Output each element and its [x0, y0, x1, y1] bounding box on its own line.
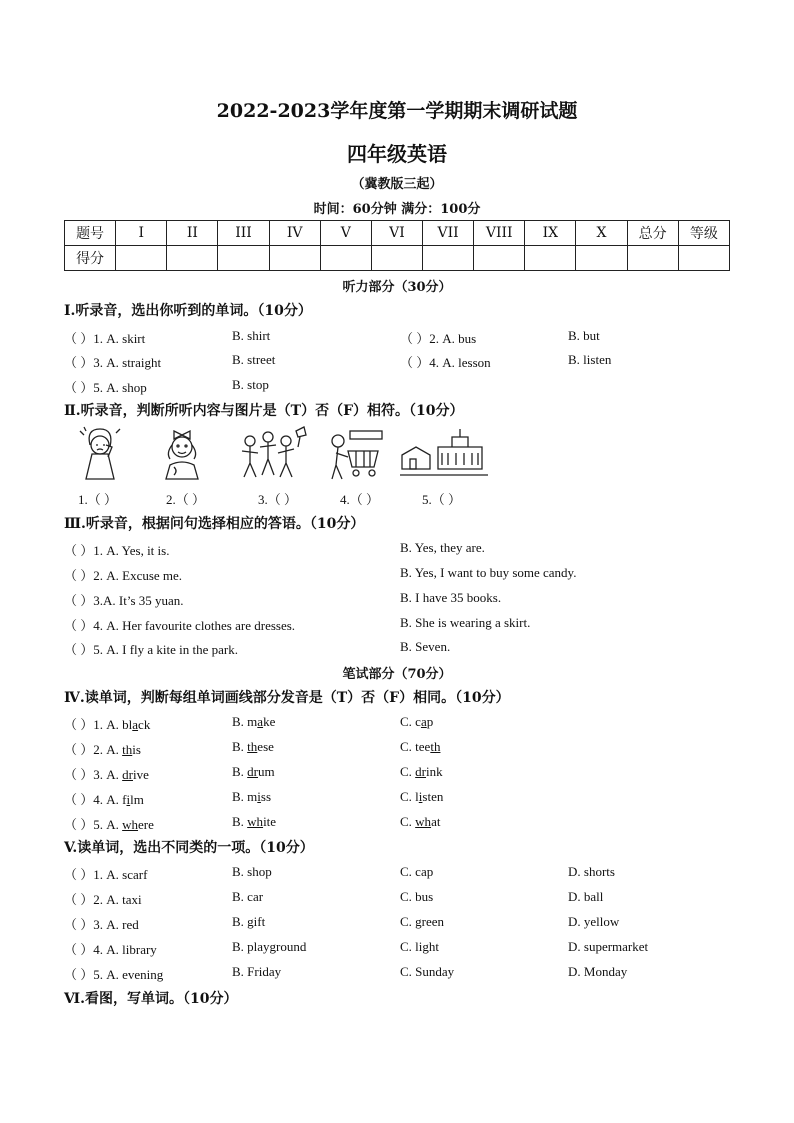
s2-answer-2[interactable]: 2.（ ）	[166, 492, 206, 507]
s4-underlined-part: wh	[415, 814, 432, 829]
s1-q4-b[interactable]: B. listen	[568, 352, 612, 367]
score-cell: 总分	[627, 221, 678, 246]
s4-prefix: （ ）3. A.	[64, 767, 123, 782]
s4-underlined-part: th	[247, 739, 258, 754]
s4-q5-a	[64, 814, 154, 833]
s4-word-part: C. tee	[400, 739, 431, 754]
s5-q1-d[interactable]: D. shorts	[568, 864, 615, 879]
s4-q2-c	[400, 739, 440, 755]
s4-q1-a	[64, 714, 150, 733]
s4-word-part: B.	[232, 739, 248, 754]
s4-word-part: ck	[138, 717, 151, 732]
score-cell: 等级	[678, 221, 729, 246]
score-cell: II	[167, 221, 218, 246]
s4-prefix: （ ）5. A.	[64, 817, 123, 832]
s4-q5-c	[400, 814, 440, 830]
score-input-cell[interactable]	[269, 246, 320, 271]
s4-word-part: p	[426, 714, 434, 729]
score-cell: VIII	[474, 221, 525, 246]
s3-q5-b[interactable]: B. Seven.	[400, 639, 451, 654]
s3-q2-a[interactable]: （ ）2. A. Excuse me.	[64, 568, 183, 583]
s1-q4-a[interactable]: （ ）4. A. lesson	[400, 355, 491, 370]
s4-q5-b	[232, 814, 276, 830]
s4-q1-b	[232, 714, 275, 730]
score-input-cell[interactable]	[167, 246, 218, 271]
s4-underlined-part: wh	[122, 817, 139, 832]
s4-word-part: ite	[263, 814, 277, 829]
score-row-label: 得分	[65, 246, 116, 271]
s5-q1-b[interactable]: B. shop	[232, 864, 272, 879]
shopping-cart-picture	[326, 425, 388, 481]
s4-word-part: ere	[138, 817, 154, 832]
exam-subtitle: 四年级英语	[347, 142, 447, 166]
s4-q4-c	[400, 789, 443, 805]
s1-q1-b[interactable]: B. shirt	[232, 328, 271, 343]
s5-q5-d[interactable]: D. Monday	[568, 964, 628, 979]
s4-word-part: at	[431, 814, 441, 829]
s1-q1-a[interactable]: （ ）1. A. skirt	[64, 331, 146, 346]
s1-q3-a[interactable]: （ ）3. A. straight	[64, 355, 162, 370]
score-input-cell[interactable]	[678, 246, 729, 271]
score-cell: X	[576, 221, 627, 246]
s4-prefix: （ ）1. A.	[64, 717, 123, 732]
s5-q4-b[interactable]: B. playground	[232, 939, 307, 954]
s5-q4-c[interactable]: C. light	[400, 939, 440, 954]
score-table-header-row	[65, 221, 730, 246]
score-cell: VII	[422, 221, 473, 246]
score-cell: I	[116, 221, 167, 246]
s2-answer-4[interactable]: 4.（ ）	[340, 492, 380, 507]
s5-q3-d[interactable]: D. yellow	[568, 914, 620, 929]
s4-word-part: ive	[132, 767, 149, 782]
s5-q2-a[interactable]: （ ）2. A. taxi	[64, 892, 142, 907]
s3-q2-b[interactable]: B. Yes, I want to buy some candy.	[400, 565, 577, 580]
s5-q5-c[interactable]: C. Sunday	[400, 964, 455, 979]
s1-q2-a[interactable]: （ ）2. A. bus	[400, 331, 477, 346]
listening-part-heading: 听力部分（30分）	[342, 280, 452, 295]
buildings-picture	[400, 425, 488, 481]
s4-prefix: （ ）2. A.	[64, 742, 123, 757]
s2-answer-1[interactable]: 1.（ ）	[78, 492, 118, 507]
s4-underlined-part: dr	[122, 767, 133, 782]
s4-underlined-part: dr	[247, 764, 259, 779]
s5-q3-a[interactable]: （ ）3. A. red	[64, 917, 139, 932]
s3-q4-b[interactable]: B. She is wearing a skirt.	[400, 615, 531, 630]
s4-word-part: C.	[400, 814, 416, 829]
s1-q3-b[interactable]: B. street	[232, 352, 276, 367]
score-input-cell[interactable]	[576, 246, 627, 271]
s4-underlined-part: wh	[247, 814, 264, 829]
s4-q3-b	[232, 764, 275, 780]
s4-q3-a	[64, 764, 149, 783]
score-input-cell[interactable]	[627, 246, 678, 271]
score-input-cell[interactable]	[320, 246, 371, 271]
section-3-heading: Ⅲ.听录音，根据问句选择相应的答语。（10分）	[64, 516, 365, 532]
s4-word-part: ke	[263, 714, 276, 729]
score-cell: IX	[525, 221, 576, 246]
s5-q5-a[interactable]: （ ）5. A. evening	[64, 967, 164, 982]
s5-q3-c[interactable]: C. green	[400, 914, 445, 929]
score-cell: IV	[269, 221, 320, 246]
score-cell: VI	[371, 221, 422, 246]
score-cell: V	[320, 221, 371, 246]
s4-prefix: （ ）4. A.	[64, 792, 123, 807]
s4-underlined-part: a	[257, 714, 264, 729]
girl-bow-picture	[156, 425, 208, 481]
s4-q2-b	[232, 739, 274, 755]
s4-word-part: um	[258, 764, 275, 779]
s5-q2-c[interactable]: C. bus	[400, 889, 434, 904]
s3-q1-b[interactable]: B. Yes, they are.	[400, 540, 485, 555]
s1-q2-b[interactable]: B. but	[568, 328, 600, 343]
s5-q4-a[interactable]: （ ）4. A. library	[64, 942, 157, 957]
score-input-cell[interactable]	[474, 246, 525, 271]
section-2-heading: Ⅱ.听录音，判断所听内容与图片是（T）否（F）相符。（10分）	[64, 403, 464, 419]
s4-q4-b	[232, 789, 271, 805]
s1-q5-b[interactable]: B. stop	[232, 377, 269, 392]
section-1-heading: Ⅰ.听录音，选出你听到的单词。（10分）	[64, 303, 312, 319]
s5-q5-b[interactable]: B. Friday	[232, 964, 282, 979]
s5-q2-d[interactable]: D. ball	[568, 889, 604, 904]
time-info: 时间：60分钟 满分：100分	[313, 202, 481, 217]
score-input-cell[interactable]	[116, 246, 167, 271]
exam-title: 2022-2023学年度第一学期期末调研试题	[216, 100, 578, 122]
s4-word-part: lm	[130, 792, 144, 807]
s4-word-part: ink	[426, 764, 443, 779]
s3-q4-a[interactable]: （ ）4. A. Her favourite clothes are dresses.	[64, 618, 296, 633]
s4-q1-c	[400, 714, 433, 730]
s4-word-part: ese	[257, 739, 274, 754]
s4-q3-c	[400, 764, 443, 780]
score-table	[64, 220, 730, 271]
s4-q4-a	[64, 789, 144, 808]
s4-word-part: B. m	[232, 714, 258, 729]
score-table-score-row	[65, 246, 730, 271]
section-6-heading: Ⅵ.看图，写单词。（10分）	[64, 991, 238, 1007]
s5-q2-b[interactable]: B. car	[232, 889, 264, 904]
s5-q4-d[interactable]: D. supermarket	[568, 939, 649, 954]
s4-word-part: C. l	[400, 789, 419, 804]
kids-dancing-picture	[238, 425, 310, 481]
s2-answer-5[interactable]: 5.（ ）	[422, 492, 462, 507]
s4-word-part: B.	[232, 764, 248, 779]
s5-q1-c[interactable]: C. cap	[400, 864, 434, 879]
s4-word-part: is	[132, 742, 141, 757]
section-5-heading: V.读单词，选出不同类的一项。（10分）	[64, 840, 314, 856]
s4-underlined-part: th	[122, 742, 133, 757]
score-input-cell[interactable]	[218, 246, 269, 271]
s4-underlined-part: dr	[415, 764, 427, 779]
s4-underlined-part: i	[126, 792, 131, 807]
score-input-cell[interactable]	[371, 246, 422, 271]
s4-word-part: B. m	[232, 789, 258, 804]
score-cell: 题号	[65, 221, 116, 246]
s5-q1-a[interactable]: （ ）1. A. scarf	[64, 867, 148, 882]
score-cell: III	[218, 221, 269, 246]
s4-word-part: ss	[260, 789, 272, 804]
s4-underlined-part: a	[132, 717, 139, 732]
s3-q3-b[interactable]: B. I have 35 books.	[400, 590, 502, 605]
score-input-cell[interactable]	[422, 246, 473, 271]
s4-underlined-part: i	[418, 789, 423, 804]
s3-q3-a[interactable]: （ ）3.A. It’s 35 yuan.	[64, 593, 184, 608]
score-input-cell[interactable]	[525, 246, 576, 271]
s4-q2-a	[64, 739, 141, 758]
s2-answer-3[interactable]: 3.（ ）	[258, 492, 298, 507]
section-4-heading: Ⅳ.读单词，判断每组单词画线部分发音是（T）否（F）相同。（10分）	[64, 690, 510, 706]
written-part-heading: 笔试部分（70分）	[342, 667, 452, 682]
s4-word-part: f	[122, 792, 127, 807]
s4-word-part: B.	[232, 814, 248, 829]
s1-q5-a[interactable]: （ ）5. A. shop	[64, 380, 147, 395]
s4-word-part: C. c	[400, 714, 421, 729]
s4-word-part: C.	[400, 764, 416, 779]
s4-underlined-part: a	[420, 714, 427, 729]
s4-word-part: sten	[422, 789, 444, 804]
s3-q5-a[interactable]: （ ）5. A. I fly a kite in the park.	[64, 642, 239, 657]
s3-q1-a[interactable]: （ ）1. A. Yes, it is.	[64, 543, 170, 558]
s5-q3-b[interactable]: B. gift	[232, 914, 266, 929]
s4-word-part: bl	[122, 717, 133, 732]
girl-sick-picture	[76, 425, 124, 481]
exam-edition: （冀教版三起）	[351, 177, 443, 192]
s4-underlined-part: i	[257, 789, 261, 804]
s4-underlined-part: th	[430, 739, 441, 754]
